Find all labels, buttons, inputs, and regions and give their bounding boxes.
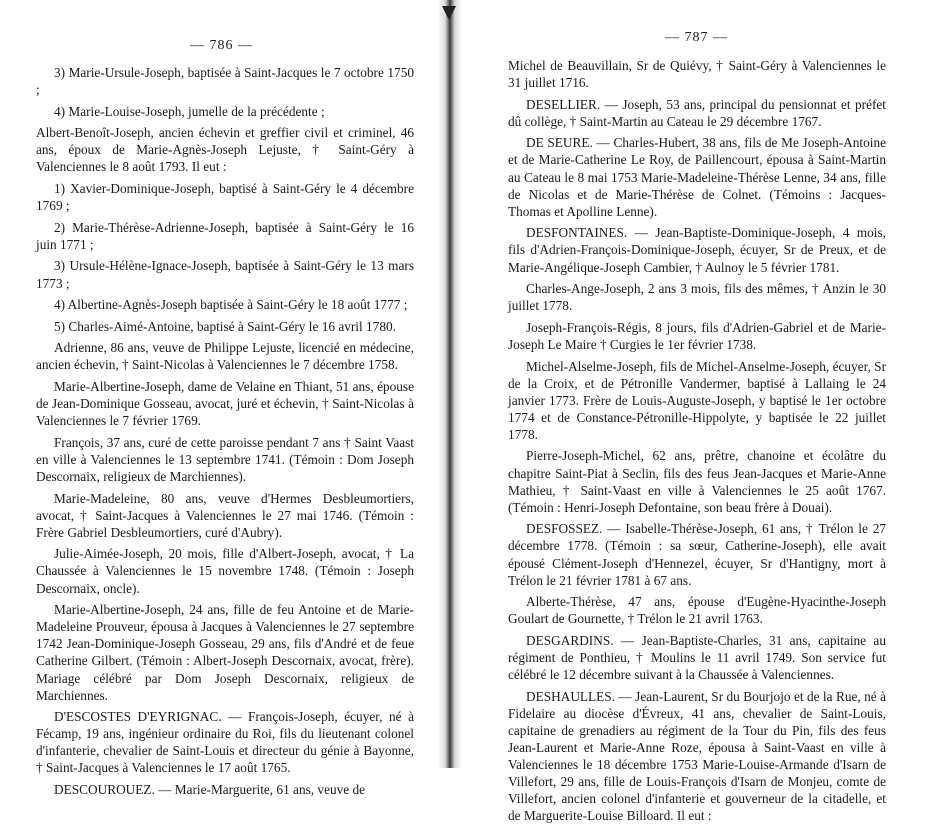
page-number-left: — 786 — — [190, 38, 253, 53]
entry-heading-paragraph: DESELLIER. — Joseph, 53 ans, principal du pensionnat et préfet dû collège, † Saint-Martin au Cateau le 29 décembre 1767. — [508, 96, 886, 129]
page-number-right: — 787 — — [665, 30, 728, 45]
paragraph: Julie-Aimée-Joseph, 20 mois, fille d'Albert-Joseph, avocat, † La Chaussée à Valenciennes le 15 novembre 1748. (Témoin : Joseph Descornaix, oncle). — [36, 546, 414, 596]
paragraph: 4) Albertine-Agnès-Joseph baptisée à Saint-Géry le 18 août 1777 ; — [54, 297, 408, 313]
paragraph: 3) Marie-Ursule-Joseph, baptisée à Saint-Jacques le 7 octobre 1750 ; — [36, 65, 414, 98]
paragraph: 3) Ursule-Hélène-Ignace-Joseph, baptisée à Saint-Géry le 13 mars 1773 ; — [36, 258, 414, 291]
paragraph: Alberte-Thérèse, 47 ans, épouse d'Eugène-Hyacinthe-Joseph Goulart de Gournette, † Trélon le 21 avril 1763. — [508, 594, 886, 627]
paragraph: Michel de Beauvillain, Sr de Quiévy, † Saint-Géry à Valenciennes le 31 juillet 1716. — [508, 58, 886, 91]
paragraph: 1) Xavier-Dominique-Joseph, baptisé à Saint-Géry le 4 décembre 1769 ; — [36, 181, 414, 214]
right-page-body — [508, 57, 886, 829]
paragraph: Michel-Alselme-Joseph, fils de Michel-Anselme-Joseph, écuyer, Sr de la Croix, et de Pétronille Vandermer, baptisé à Lallaing le 24 janvier 1773. Frère de Louis-Auguste-Joseph, y baptisé le 1er octobre 1774 et de Constance-Pétronille-Hippolyte, y baptisée le 22 juillet 1778. — [508, 358, 886, 442]
right-page — [462, 0, 927, 824]
left-page-body — [36, 64, 414, 803]
entry-heading-paragraph: D'ESCOSTES D'EYRIGNAC. — François-Joseph, écuyer, né à Fécamp, 19 ans, ingénieur ordinaire du Roi, fils du lieutenant colonel d'infanterie, chevalier de Saint-Louis et directeur du génie à Bayonne, † Saint-Jacques à Valenciennes le 17 août 1765. — [36, 709, 414, 776]
entry-heading-paragraph: DESGARDINS. — Jean-Baptiste-Charles, 31 ans, capitaine au régiment de Ponthieu, † Moulins le 11 avril 1749. Son service fut célébré le 12 décembre suivant à la Chaussée à Valenciennes. — [508, 632, 886, 683]
paragraph: François, 37 ans, curé de cette paroisse pendant 7 ans † Saint Vaast en ville à Valenciennes le 13 septembre 1741. (Témoin : Dom Joseph Descornaix, religieux de Marchiennes). — [36, 434, 414, 484]
paragraph: Adrienne, 86 ans, veuve de Philippe Lejuste, licencié en médecine, ancien échevin, † Saint-Nicolas à Valenciennes le 7 décembre 1758. — [36, 340, 414, 373]
paragraph: Charles-Ange-Joseph, 2 ans 3 mois, fils des mêmes, † Anzin le 30 juillet 1778. — [508, 281, 886, 314]
paragraph: 2) Marie-Thérèse-Adrienne-Joseph, baptisée à Saint-Géry le 16 juin 1771 ; — [36, 219, 414, 252]
paragraph: Marie-Madeleine, 80 ans, veuve d'Hermes Desbleumortiers, avocat, † Saint-Jacques à Valenciennes le 27 mai 1746. (Témoin : Frère Gabriel Desbleumortiers, curé d'Aubry). — [36, 490, 414, 540]
paragraph: 4) Marie-Louise-Joseph, jumelle de la précédente ; — [54, 103, 325, 119]
left-page — [0, 0, 438, 798]
entry-heading-paragraph: DESCOUROUEZ. — Marie-Marguerite, 61 ans, veuve de — [54, 782, 366, 798]
entry-heading-paragraph: DESFONTAINES. — Jean-Baptiste-Dominique-Joseph, 4 mois, fils d'Adrien-François-Dominique-Joseph, écuyer, Sr de Preux, et de Marie-Angélique-Joseph Cambier, † Aulnoy le 5 février 1781. — [508, 225, 886, 275]
entry-heading-paragraph: DESHAULLES. — Jean-Laurent, Sr du Bourjojo et de la Rue, né à Fidelaire au diocèse d'Évreux, 41 ans, chevalier de Saint-Louis, capitaine de grenadiers au régiment de la Tour du Pin, fils des feus Jean-Laurent et Marie-Anne Roze, épousa à Saint-Vaast en ville à Valenciennes le 18 décembre 1753 Marie-Louise-Armande d'Isarn de Villefort, 29 ans, fille de Louis-François d'Isarn de Monjeu, comte de Villefort, ancien colonel d'infanterie et gouverneur de la citadelle, et de Marguerite-Louise Billoard. Il eut : — [508, 688, 886, 824]
paragraph: Marie-Albertine-Joseph, 24 ans, fille de feu Antoine et de Marie-Madeleine Prouveur, épousa à Jacques à Valenciennes le 27 septembre 1742 Jean-Dominique-Joseph Gosseau, 29 ans, fils d'André et de feue Catherine Gilbert. (Témoin : Albert-Joseph Descornaix, avocat, frère). Mariage célébré par Dom Joseph Descornaix, religieux de Marchiennes. — [36, 602, 414, 703]
entry-heading-paragraph: DESFOSSEZ. — Isabelle-Thérèse-Joseph, 61 ans, † Trélon le 27 décembre 1778. (Témoin : sa sœur, Catherine-Joseph), elle avait épousé Clément-Joseph d'Hennezel, écuyer, Sr d'Hantigny, mort à Trélon le 21 février 1781 à 67 ans. — [508, 521, 886, 588]
paragraph: 5) Charles-Aimé-Antoine, baptisé à Saint-Géry le 16 avril 1780. — [54, 318, 396, 334]
paragraph: Albert-Benoît-Joseph, ancien échevin et greffier civil et criminel, 46 ans, époux de Marie-Agnès-Joseph Lejuste, † Saint-Géry à Valenciennes le 8 août 1793. Il eut : — [36, 125, 414, 175]
paragraph: Joseph-François-Régis, 8 jours, fils d'Adrien-Gabriel et de Marie-Joseph Le Maire † Curgies le 1er février 1738. — [508, 319, 886, 352]
paragraph: Pierre-Joseph-Michel, 62 ans, prêtre, chanoine et écolâtre du chapitre Saint-Piat à Seclin, fils des feus Jean-Jacques et Marie-Anne Mathieu, † Saint-Vaast en ville à Valenciennes le 25 août 1767. (Témoin : Henri-Joseph Defontaine, son beau frère à Douai). — [508, 448, 886, 515]
entry-heading-paragraph: DE SEURE. — Charles-Hubert, 38 ans, fils de Me Joseph-Antoine et de Marie-Catherine Le Roy, de Paillencourt, épousa à Saint-Martin au Cateau le 8 mai 1753 Marie-Madeleine-Thérèse Lenne, 34 ans, fille de Nicolas et de Marie-Thérèse de Colnet. (Témoins : Jacques-Thomas et Apolline Lenne). — [508, 135, 886, 219]
book-gutter — [438, 0, 462, 768]
paragraph: Marie-Albertine-Joseph, dame de Velaine en Thiant, 51 ans, épouse de Jean-Dominique Gosseau, avocat, juré et échevin, † Saint-Nicolas à Valenciennes le 7 février 1769. — [36, 379, 414, 429]
